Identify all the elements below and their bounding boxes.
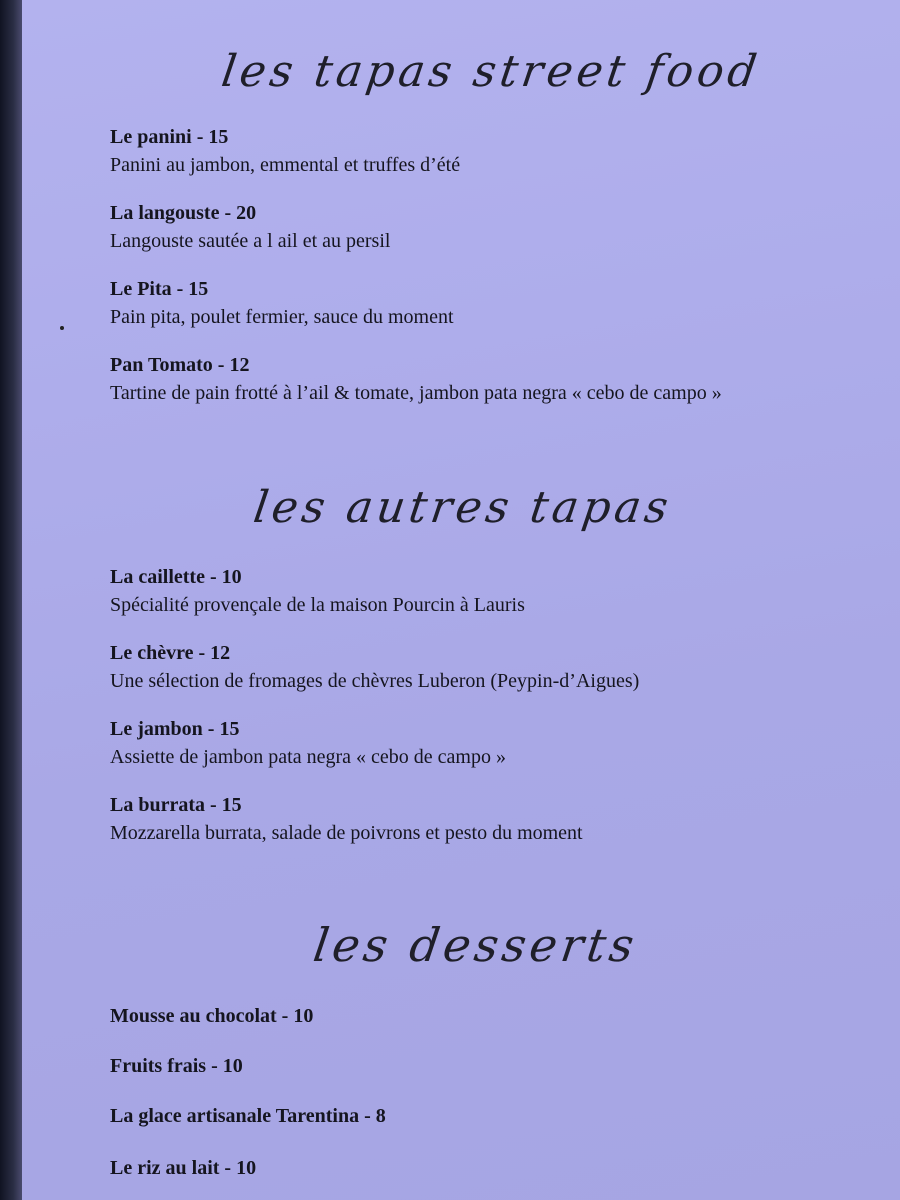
item-name: La langouste - 20 bbox=[110, 202, 257, 224]
menu-item bbox=[110, 200, 870, 256]
dessert-item: La glace artisanale Tarentina - 8 bbox=[110, 1105, 386, 1127]
item-description: Tartine de pain frotté à l’ail & tomate, jambon pata negra « cebo de campo » bbox=[110, 382, 722, 404]
menu-item bbox=[110, 352, 790, 408]
menu-item bbox=[110, 640, 870, 696]
menu-item bbox=[110, 792, 870, 848]
menu-item bbox=[110, 564, 870, 620]
menu-page bbox=[22, 0, 900, 1200]
menu-item bbox=[110, 716, 870, 772]
item-name: Le jambon - 15 bbox=[110, 718, 240, 740]
item-name: La caillette - 10 bbox=[110, 566, 242, 588]
section-heading-desserts: les desserts bbox=[310, 918, 642, 972]
item-description: Panini au jambon, emmental et truffes d’été bbox=[110, 154, 461, 176]
menu-item bbox=[110, 124, 870, 180]
item-name: Le chèvre - 12 bbox=[110, 642, 231, 664]
section-heading-autres-tapas: les autres tapas bbox=[250, 482, 676, 533]
item-description: Pain pita, poulet fermier, sauce du moment bbox=[110, 306, 454, 328]
dessert-item: Le riz au lait - 10 bbox=[110, 1157, 257, 1179]
item-name: La burrata - 15 bbox=[110, 794, 242, 816]
item-description: Spécialité provençale de la maison Pourcin à Lauris bbox=[110, 594, 525, 616]
dessert-item: Fruits frais - 10 bbox=[110, 1055, 243, 1077]
item-description: Mozzarella burrata, salade de poivrons et pesto du moment bbox=[110, 822, 583, 844]
dessert-item: Mousse au chocolat - 10 bbox=[110, 1005, 314, 1027]
item-name: Pan Tomato - 12 bbox=[110, 354, 250, 376]
item-description: Langouste sautée a l ail et au persil bbox=[110, 230, 391, 252]
item-description: Une sélection de fromages de chèvres Luberon (Peypin-d’Aigues) bbox=[110, 670, 640, 692]
item-name: Le Pita - 15 bbox=[110, 278, 209, 300]
item-description: Assiette de jambon pata negra « cebo de campo » bbox=[110, 746, 506, 768]
item-name: Le panini - 15 bbox=[110, 126, 229, 148]
paper-speck bbox=[60, 326, 64, 330]
menu-binding-edge bbox=[0, 0, 22, 1200]
section-heading-street-food: les tapas street food bbox=[218, 46, 764, 97]
menu-item bbox=[110, 276, 870, 332]
